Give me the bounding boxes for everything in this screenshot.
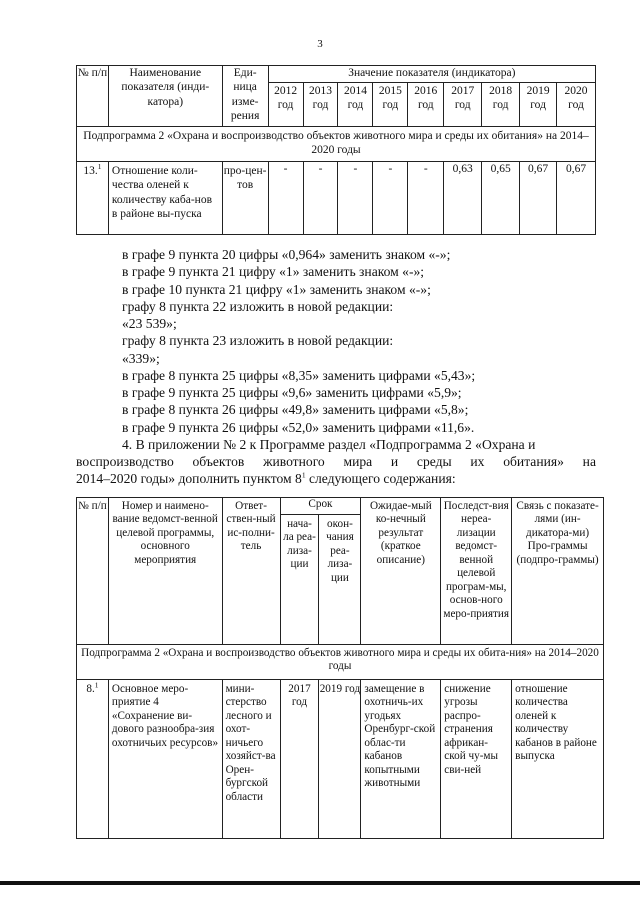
paragraph-4-line: 2014–2020 годы» дополнить пунктом $8^1$ следующего содержания: (76, 470, 456, 487)
header-start: нача-ла реа-лиза-ции (280, 515, 319, 645)
row-unit: про-цен-тов (222, 162, 268, 235)
header-num: № п/п (77, 66, 109, 127)
header-term: Срок (280, 498, 361, 515)
row-value: - (408, 162, 444, 235)
row-value: 0,67 (557, 162, 596, 235)
row-responsible: мини-стерство лесного и охот-ничьего хозяйст-ва Орен-бургской области (222, 680, 280, 839)
row-value: - (338, 162, 373, 235)
page-number: 3 (317, 38, 323, 50)
header-year: 2014 год (338, 83, 373, 127)
row-value: - (303, 162, 338, 235)
amendments-text (76, 246, 596, 488)
header-year: 2018 год (482, 83, 520, 127)
row-name: Основное меро-приятие 4 «Сохранение ви-дового разнообра-зия охотничьих ресурсов» (108, 680, 222, 839)
amendment-line: в графе 9 пункта 20 цифры «0,964» заменить знаком «-»; (122, 247, 451, 262)
row-result: замещение в охотничь-их угодьях Оренбург-ской облас-ти кабанов копытными животными (361, 680, 441, 839)
header-consequence: Последст-вия нереа-лизации ведомст-венной целевой програм-мы, основ-ного меро-приятия (441, 498, 512, 645)
header-responsible: Ответ-ствен-ный ис-полни-тель (222, 498, 280, 645)
row-value: 0,65 (482, 162, 520, 235)
amendment-line: «339»; (122, 350, 160, 366)
row-value: - (373, 162, 408, 235)
row-num: 8.$^1$ (77, 680, 109, 839)
header-year: 2017 год (444, 83, 482, 127)
header-values: Значение показателя (индикатора) (268, 66, 595, 83)
row-value: - (268, 162, 303, 235)
header-name: Номер и наимено-вание ведомст-венной целевой программы, основного мероприятия (108, 498, 222, 645)
row-consequence: снижение угрозы распро-странения африкан-ской чу-мы сви-ней (441, 680, 512, 839)
amendment-line: графу 8 пункта 23 изложить в новой редакции: (122, 333, 394, 349)
subprogram-row: Подпрограмма 2 «Охрана и воспроизводство объектов животного мира и среды их обита-ния» на 2014–2020 годы (77, 645, 604, 680)
paragraph-4-line: воспроизводство объектов животного мира и среды их обитания» на (76, 454, 596, 469)
header-year: 2015 год (373, 83, 408, 127)
footer-bar (0, 881, 640, 885)
amendment-line: в графе 9 пункта 25 цифры «9,6» заменить цифрами «5,9»; (122, 385, 462, 400)
header-year: 2013 год (303, 83, 338, 127)
amendment-line: в графе 8 пункта 25 цифры «8,35» заменить цифрами «5,43»; (122, 367, 476, 383)
header-year: 2020 год (557, 83, 596, 127)
header-year: 2016 год (408, 83, 444, 127)
indicator-table (76, 65, 596, 235)
header-year: 2019 год (520, 83, 557, 127)
row-num: 13.$^1$ (77, 162, 109, 235)
amendment-line: в графе 9 пункта 21 цифру «1» заменить знаком «-»; (122, 264, 425, 280)
header-end: окон-чания реа-лиза-ции (319, 515, 361, 645)
paragraph-4-line: 4. В приложении № 2 к Программе раздел «Подпрограмма 2 «Охрана и (122, 436, 536, 452)
header-unit: Еди-ница изме-рения (222, 66, 268, 127)
row-start: 2017 год (280, 680, 319, 839)
amendment-line: графу 8 пункта 22 изложить в новой редакции: (122, 298, 394, 314)
header-year: 2012 год (268, 83, 303, 127)
amendment-line: в графе 9 пункта 26 цифры «52,0» заменить цифрами «11,6». (122, 419, 475, 435)
row-value: 0,63 (444, 162, 482, 235)
header-name: Наименование показателя (инди-катора) (108, 66, 222, 127)
row-value: 0,67 (520, 162, 557, 235)
amendment-line: в графе 8 пункта 26 цифры «49,8» заменить цифрами «5,8»; (122, 402, 469, 418)
amendment-line: «23 539»; (122, 316, 177, 331)
header-num: № п/п (77, 498, 109, 645)
header-link: Связь с показате-лями (ин-дикатора-ми) Про-граммы (подпро-граммы) (512, 498, 604, 645)
amendment-line: в графе 10 пункта 21 цифру «1» заменить знаком «-»; (122, 281, 431, 297)
row-end: 2019 год (319, 680, 361, 839)
header-result: Ожидае-мый ко-нечный результат (краткое описание) (361, 498, 441, 645)
subprogram-row: Подпрограмма 2 «Охрана и воспроизводство объектов животного мира и среды их обитания» на 2014–2020 годы (77, 127, 596, 162)
measures-table (76, 497, 604, 839)
row-link: отношение количества оленей к количеству кабанов в районе выпуска (512, 680, 604, 839)
row-name: Отношение коли-чества оленей к количеству каба-нов в районе вы-пуска (108, 162, 222, 235)
